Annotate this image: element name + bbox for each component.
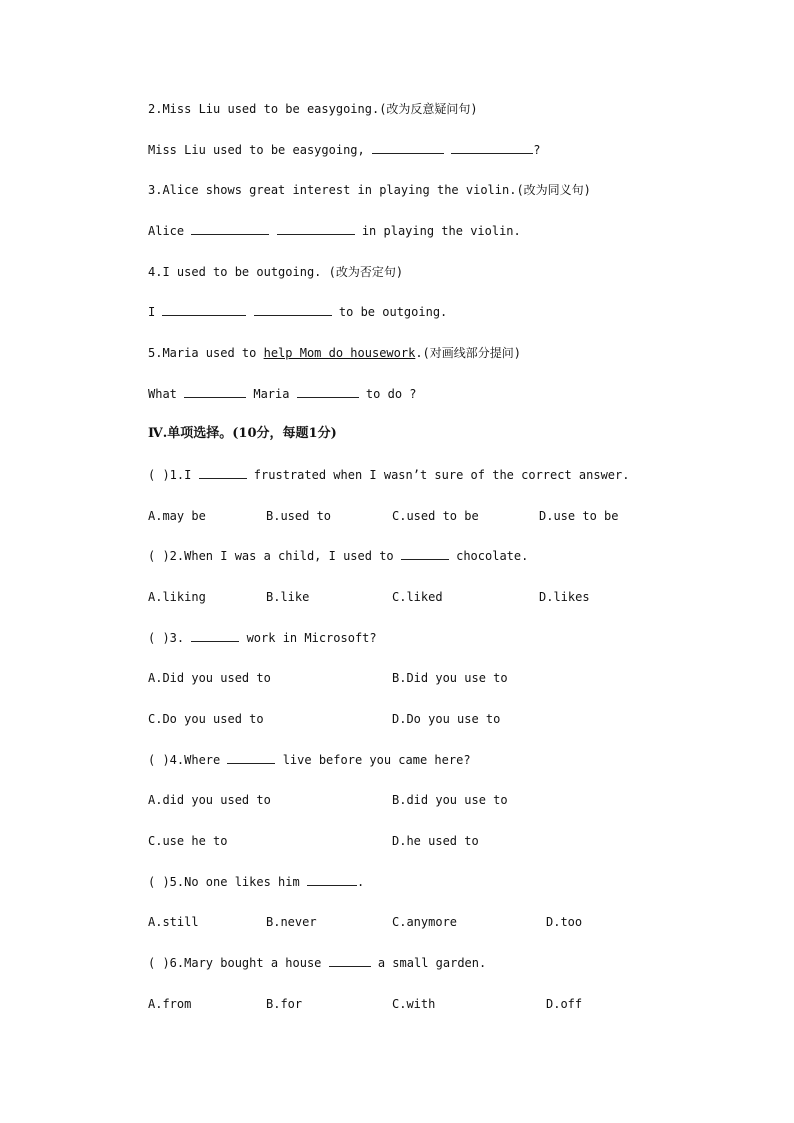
section-4-heading: Ⅳ.单项选择。(10分，每题1分) <box>148 426 337 441</box>
answer-blank[interactable] <box>254 304 332 316</box>
option-c[interactable]: C.anymore <box>392 915 458 929</box>
answer-middle: Maria <box>246 387 297 401</box>
answer-suffix: ? <box>533 143 541 157</box>
mc-question-3 <box>148 630 377 646</box>
question-4-answer-line <box>148 304 447 320</box>
option-b[interactable]: B.never <box>266 915 317 929</box>
answer-blank[interactable] <box>191 223 269 235</box>
question-suffix: a small garden. <box>370 956 487 970</box>
option-c[interactable]: C.with <box>392 997 436 1011</box>
answer-blank[interactable] <box>227 752 275 764</box>
option-c[interactable]: C.used to be <box>392 509 479 523</box>
question-5-answer-line <box>148 386 417 402</box>
option-d[interactable]: D.he used to <box>392 834 479 848</box>
mc-question-4 <box>148 752 471 768</box>
question-2-answer-line <box>148 142 540 158</box>
question-suffix: live before you came here? <box>275 753 471 767</box>
question-suffix: . <box>356 875 365 889</box>
answer-blank[interactable] <box>372 142 444 154</box>
mc-question-6 <box>148 955 486 971</box>
option-b[interactable]: B.for <box>266 997 303 1011</box>
answer-blank[interactable] <box>401 548 449 560</box>
question-prefix: ( )4.Where <box>148 753 228 767</box>
stem-prefix: 5.Maria used to <box>148 346 264 360</box>
option-a[interactable]: A.still <box>148 915 199 929</box>
answer-prefix: What <box>148 387 185 401</box>
answer-blank[interactable] <box>329 955 371 967</box>
mc-question-2 <box>148 548 528 564</box>
option-d[interactable]: D.off <box>546 997 583 1011</box>
option-c[interactable]: C.use he to <box>148 834 228 848</box>
question-prefix: ( )5.No one likes him <box>148 875 307 889</box>
mc-question-1 <box>148 467 629 483</box>
question-3-answer-line <box>148 223 521 239</box>
option-b[interactable]: B.used to <box>266 509 332 523</box>
question-suffix: chocolate. <box>448 549 529 563</box>
option-d[interactable]: D.use to be <box>539 509 619 523</box>
option-d[interactable]: D.too <box>546 915 583 929</box>
option-b[interactable]: B.Did you use to <box>392 671 508 685</box>
option-a[interactable]: A.Did you used to <box>148 671 271 685</box>
question-prefix: ( )3. <box>148 631 192 645</box>
option-c[interactable]: C.liked <box>392 590 443 604</box>
answer-prefix: Alice <box>148 224 192 238</box>
answer-blank[interactable] <box>162 304 246 316</box>
answer-suffix: in playing the violin. <box>354 224 521 238</box>
option-c[interactable]: C.Do you used to <box>148 712 264 726</box>
answer-suffix: to do ? <box>358 387 417 401</box>
answer-blank[interactable] <box>451 142 533 154</box>
question-prefix: ( )1.I <box>148 468 199 482</box>
stem-suffix: .(对画线部分提问) <box>415 346 521 360</box>
option-d[interactable]: D.likes <box>539 590 590 604</box>
question-3-stem: 3.Alice shows great interest in playing the violin.(改为同义句) <box>148 183 591 197</box>
answer-blank[interactable] <box>191 630 239 642</box>
question-2-stem: 2.Miss Liu used to be easygoing.(改为反意疑问句) <box>148 102 478 116</box>
question-5-stem <box>148 345 521 361</box>
question-prefix: ( )2.When I was a child, I used to <box>148 549 401 563</box>
option-a[interactable]: A.liking <box>148 590 206 604</box>
answer-blank[interactable] <box>184 386 246 398</box>
option-a[interactable]: A.from <box>148 997 192 1011</box>
answer-blank[interactable] <box>307 874 357 886</box>
question-suffix: work in Microsoft? <box>239 631 377 645</box>
option-b[interactable]: B.like <box>266 590 310 604</box>
underlined-phrase: help Mom do housework <box>263 346 416 360</box>
answer-prefix: I <box>148 305 163 319</box>
answer-blank[interactable] <box>199 467 247 479</box>
question-prefix: ( )6.Mary bought a house <box>148 956 329 970</box>
answer-suffix: to be outgoing. <box>331 305 448 319</box>
option-a[interactable]: A.did you used to <box>148 793 271 807</box>
question-suffix: frustrated when I wasn’t sure of the correct answer. <box>246 468 630 482</box>
answer-blank[interactable] <box>297 386 359 398</box>
answer-prefix: Miss Liu used to be easygoing, <box>148 143 372 157</box>
answer-blank[interactable] <box>277 223 355 235</box>
option-a[interactable]: A.may be <box>148 509 206 523</box>
mc-question-5 <box>148 874 364 890</box>
option-b[interactable]: B.did you use to <box>392 793 508 807</box>
option-d[interactable]: D.Do you use to <box>392 712 501 726</box>
question-4-stem: 4.I used to be outgoing. (改为否定句) <box>148 265 404 279</box>
